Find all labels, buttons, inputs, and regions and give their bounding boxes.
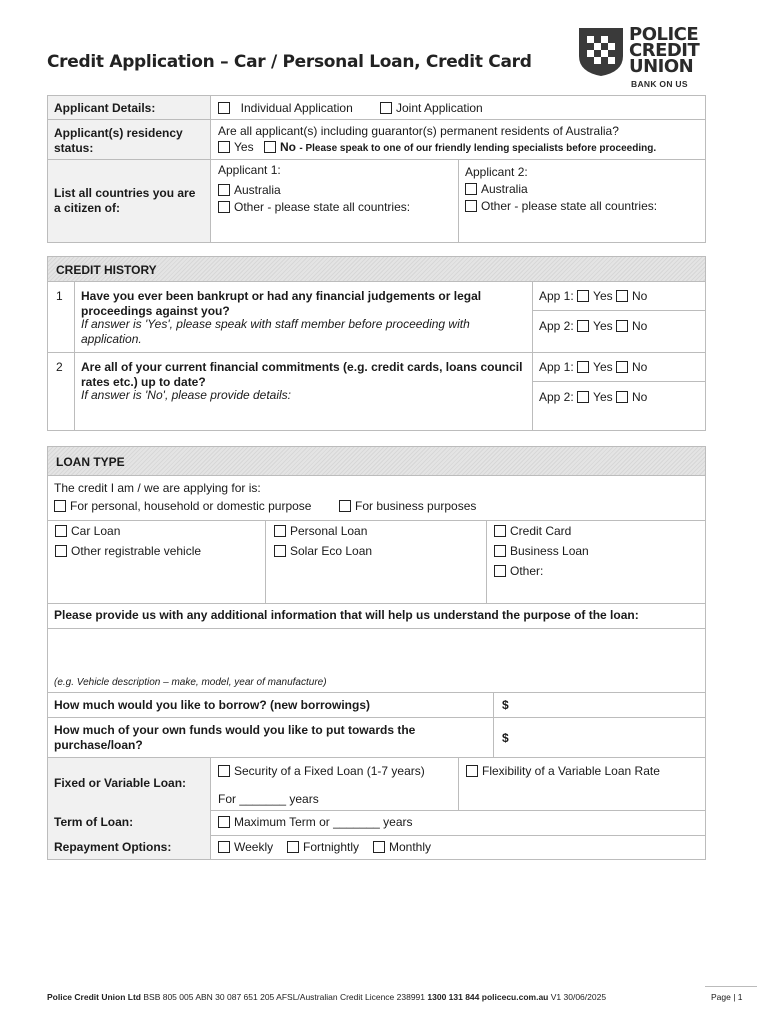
page-footer: Police Credit Union Ltd BSB 805 005 ABN 30 087 651 205 AFSL/Australian Credit Licence 238991 1300 131 844 policecu.com.au V1 30/06/2025	[47, 992, 607, 1002]
app2-other-checkbox[interactable]	[465, 200, 477, 212]
own-funds-amount-field[interactable]: $	[502, 731, 509, 745]
q1-app2-yes-checkbox[interactable]	[577, 320, 589, 332]
app2-australia-option[interactable]: Australia	[465, 182, 528, 197]
monthly-option[interactable]: Monthly	[373, 840, 431, 855]
personal-purpose-checkbox[interactable]	[54, 500, 66, 512]
joint-option[interactable]: Joint Application	[380, 101, 483, 116]
app1-other-option[interactable]: Other - please state all countries:	[218, 200, 410, 215]
applicant-details-label: Applicant Details:	[54, 101, 156, 115]
other-vehicle-option[interactable]: Other registrable vehicle	[55, 544, 201, 559]
residency-no-checkbox[interactable]	[264, 141, 276, 153]
applicant-2-title: Applicant 2:	[465, 165, 528, 179]
residency-no-note: - Please speak to one of our friendly lending specialists before proceeding.	[299, 143, 657, 154]
question-1-note: If answer is 'Yes', please speak with staff member before proceeding with application.	[81, 317, 470, 346]
q2-app1-no-checkbox[interactable]	[616, 361, 628, 373]
personal-loan-checkbox[interactable]	[274, 525, 286, 537]
joint-checkbox[interactable]	[380, 102, 392, 114]
individual-checkbox[interactable]	[218, 102, 230, 114]
additional-info-example: (e.g. Vehicle description – make, model, year of manufacture)	[54, 677, 327, 688]
solar-loan-checkbox[interactable]	[274, 545, 286, 557]
weekly-checkbox[interactable]	[218, 841, 230, 853]
own-funds-question: How much of your own funds would you like to put towards the purchase/loan?	[54, 723, 416, 752]
solar-loan-option[interactable]: Solar Eco Loan	[274, 544, 372, 559]
other-vehicle-checkbox[interactable]	[55, 545, 67, 557]
fixed-loan-checkbox[interactable]	[218, 765, 230, 777]
countries-label: List all countries you are a citizen of:	[54, 186, 196, 215]
q2-app2-yes-checkbox[interactable]	[577, 391, 589, 403]
term-label: Term of Loan:	[54, 815, 134, 829]
question-2-number: 2	[56, 360, 63, 374]
fixed-loan-option[interactable]: Security of a Fixed Loan (1-7 years)	[218, 764, 425, 779]
fortnightly-option[interactable]: Fortnightly	[287, 840, 359, 855]
q1-app2-row: App 2: Yes No	[539, 319, 648, 333]
logo-wordmark: POLICE CREDIT UNION	[629, 24, 700, 77]
monthly-checkbox[interactable]	[373, 841, 385, 853]
question-2-text: Are all of your current financial commitments (e.g. credit cards, loans council rates etc.) up to date?	[81, 360, 523, 389]
business-loan-option[interactable]: Business Loan	[494, 544, 589, 559]
credit-card-option[interactable]: Credit Card	[494, 524, 571, 539]
applicant-1-title: Applicant 1:	[218, 163, 281, 177]
business-purpose-checkbox[interactable]	[339, 500, 351, 512]
residency-no-option[interactable]: No - Please speak to one of our friendly lending specialists before proceeding.	[264, 140, 656, 156]
individual-option[interactable]: Individual Application	[218, 101, 353, 116]
app2-australia-checkbox[interactable]	[465, 183, 477, 195]
q2-app1-yes-checkbox[interactable]	[577, 361, 589, 373]
term-option[interactable]: Maximum Term or _______ years	[218, 815, 413, 830]
logo-tagline: BANK ON US	[631, 79, 688, 89]
q2-app1-row: App 1: Yes No	[539, 360, 648, 374]
page-title: Credit Application – Car / Personal Loan, Credit Card	[47, 52, 532, 72]
app2-other-option[interactable]: Other - please state all countries:	[465, 199, 657, 214]
q1-app1-yes-checkbox[interactable]	[577, 290, 589, 302]
residency-yes-checkbox[interactable]	[218, 141, 230, 153]
fortnightly-checkbox[interactable]	[287, 841, 299, 853]
q1-app2-no-checkbox[interactable]	[616, 320, 628, 332]
business-purpose-option[interactable]: For business purposes	[339, 499, 476, 514]
residency-question: Are all applicant(s) including guarantor(s) permanent residents of Australia?	[218, 124, 619, 138]
borrow-amount-field[interactable]: $	[502, 698, 509, 712]
variable-loan-option[interactable]: Flexibility of a Variable Loan Rate	[466, 764, 660, 779]
app1-australia-checkbox[interactable]	[218, 184, 230, 196]
question-1-text: Have you ever been bankrupt or had any financial judgements or legal proceedings against you?	[81, 289, 482, 318]
credit-card-checkbox[interactable]	[494, 525, 506, 537]
car-loan-checkbox[interactable]	[55, 525, 67, 537]
car-loan-option[interactable]: Car Loan	[55, 524, 120, 539]
credit-history-header: CREDIT HISTORY	[48, 257, 705, 281]
shield-logo-icon	[577, 26, 625, 78]
app1-australia-option[interactable]: Australia	[218, 183, 281, 198]
q1-app1-no-checkbox[interactable]	[616, 290, 628, 302]
business-loan-checkbox[interactable]	[494, 545, 506, 557]
police-credit-union-logo	[577, 26, 707, 92]
weekly-option[interactable]: Weekly	[218, 840, 273, 855]
page-number: Page | 1	[711, 992, 743, 1002]
loan-intro: The credit I am / we are applying for is:	[54, 481, 261, 495]
repayment-label: Repayment Options:	[54, 840, 172, 854]
max-term-checkbox[interactable]	[218, 816, 230, 828]
app1-other-checkbox[interactable]	[218, 201, 230, 213]
personal-purpose-option[interactable]: For personal, household or domestic purpose	[54, 499, 311, 514]
fixed-variable-label: Fixed or Variable Loan:	[54, 776, 187, 790]
additional-info-label: Please provide us with any additional information that will help us understand the purpose of the loan:	[54, 608, 639, 622]
additional-info-field[interactable]	[48, 629, 705, 675]
other-loan-option[interactable]: Other:	[494, 564, 543, 579]
loan-type-header: LOAN TYPE	[48, 447, 705, 475]
q2-app2-no-checkbox[interactable]	[616, 391, 628, 403]
q1-app1-row: App 1: Yes No	[539, 289, 648, 303]
variable-loan-checkbox[interactable]	[466, 765, 478, 777]
page-number-rule	[705, 986, 757, 987]
other-loan-checkbox[interactable]	[494, 565, 506, 577]
question-2-note: If answer is 'No', please provide details:	[81, 388, 292, 402]
borrow-question: How much would you like to borrow? (new borrowings)	[54, 698, 370, 712]
residency-yes-option[interactable]: Yes	[218, 140, 254, 155]
residency-label: Applicant(s) residency status:	[54, 126, 183, 155]
fixed-years-field[interactable]: For _______ years	[218, 792, 319, 806]
q2-app2-row: App 2: Yes No	[539, 390, 648, 404]
question-1-number: 1	[56, 289, 63, 303]
personal-loan-option[interactable]: Personal Loan	[274, 524, 367, 539]
